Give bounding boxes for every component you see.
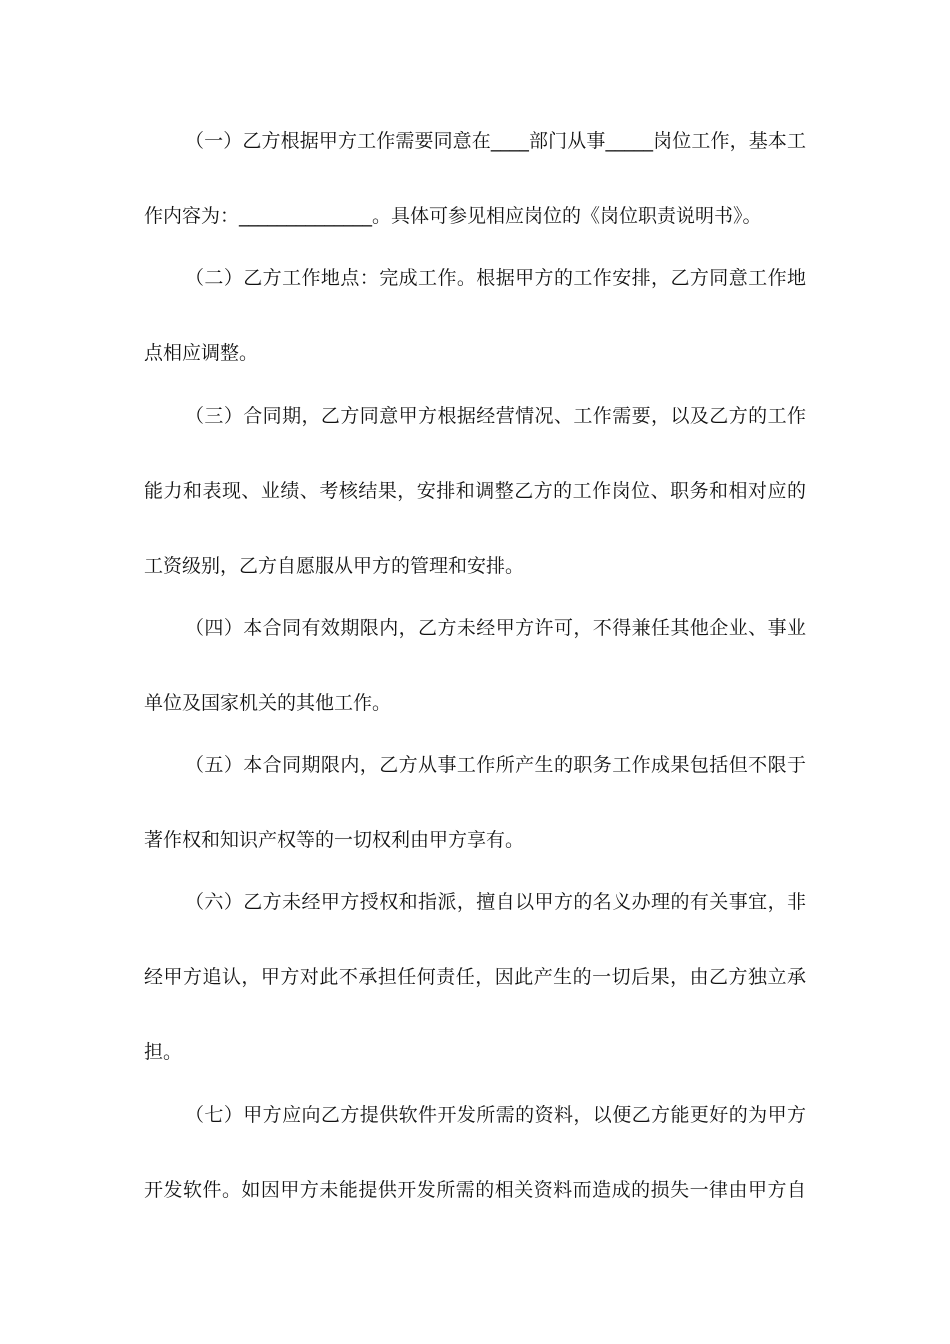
clause-7-line-1: （七）甲方应向乙方提供软件开发所需的资料，以便乙方能更好的为甲方 xyxy=(185,1104,806,1126)
clause-1-line-2: 作内容为：______________。具体可参见相应岗位的《岗位职责说明书》。 xyxy=(144,205,762,227)
clause-2-line-1: （二）乙方工作地点：完成工作。根据甲方的工作安排，乙方同意工作地 xyxy=(185,267,806,289)
clause-4-line-2: 单位及国家机关的其他工作。 xyxy=(144,692,392,714)
clause-5-line-1: （五）本合同期限内，乙方从事工作所产生的职务工作成果包括但不限于 xyxy=(185,754,806,776)
clause-6-line-2: 经甲方追认，甲方对此不承担任何责任，因此产生的一切后果，由乙方独立承 xyxy=(144,966,806,988)
clause-5-line-2: 著作权和知识产权等的一切权利由甲方享有。 xyxy=(144,829,525,851)
clause-3-line-2: 能力和表现、业绩、考核结果，安排和调整乙方的工作岗位、职务和相对应的 xyxy=(144,480,806,502)
clause-2-line-2: 点相应调整。 xyxy=(144,342,259,364)
clause-3-line-1: （三）合同期，乙方同意甲方根据经营情况、工作需要，以及乙方的工作 xyxy=(185,405,806,427)
clause-1-line-1: （一）乙方根据甲方工作需要同意在____部门从事_____岗位工作，基本工 xyxy=(185,130,806,152)
clause-3-line-3: 工资级别，乙方自愿服从甲方的管理和安排。 xyxy=(144,555,525,577)
clause-6-line-1: （六）乙方未经甲方授权和指派，擅自以甲方的名义办理的有关事宜，非 xyxy=(185,891,806,913)
clause-4-line-1: （四）本合同有效期限内，乙方未经甲方许可，不得兼任其他企业、事业 xyxy=(185,617,806,639)
clause-7-line-2: 开发软件。如因甲方未能提供开发所需的相关资料而造成的损失一律由甲方自 xyxy=(144,1179,806,1201)
clause-6-line-3: 担。 xyxy=(144,1041,183,1063)
